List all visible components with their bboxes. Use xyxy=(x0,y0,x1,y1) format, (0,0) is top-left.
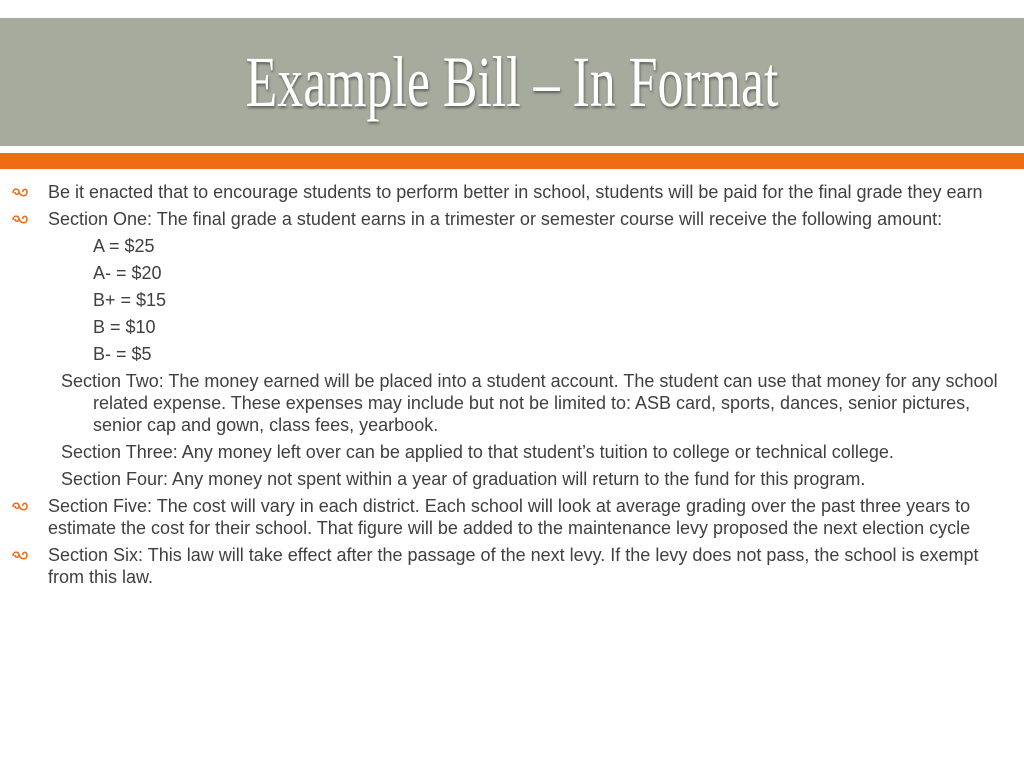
scroll-bullet-icon xyxy=(10,209,30,229)
bullet-text: Section Five: The cost will vary in each district. Each school will look at average grading over the past three years to estimate the cost for their school. That figure will be added to the maintenance levy proposed the next election cycle xyxy=(48,496,971,538)
slide-title: Example Bill – In Format xyxy=(245,42,779,122)
grade-line: A = $25 xyxy=(93,236,155,256)
section-two-text: Section Two: The money earned will be placed into a student account. The student can use that money for any school related expense. These expenses may include but not be limited to: ASB card, sports, dances, senior pictures, senior cap and gown, class fees, yearbook. xyxy=(61,371,998,435)
grade-line: B- = $5 xyxy=(93,344,152,364)
accent-bar xyxy=(0,153,1024,169)
section-three-text: Section Three: Any money left over can be applied to that student’s tuition to college or technical college. xyxy=(61,442,894,462)
title-divider xyxy=(0,146,1024,151)
scroll-bullet-icon xyxy=(10,182,30,202)
section-four-text: Section Four: Any money not spent within a year of graduation will return to the fund for this program. xyxy=(61,469,866,489)
bullet-text: Be it enacted that to encourage students to perform better in school, students will be paid for the final grade they earn xyxy=(48,182,983,202)
bullet-text: Section One: The final grade a student earns in a trimester or semester course will receive the following amount: xyxy=(48,209,943,229)
scroll-bullet-icon xyxy=(10,496,30,516)
bullet-section-one xyxy=(0,208,1024,230)
grade-line: B+ = $15 xyxy=(93,290,167,310)
slide-body xyxy=(0,181,1024,593)
bullet-section-six xyxy=(0,544,1024,588)
scroll-bullet-icon xyxy=(10,545,30,565)
grade-line: A- = $20 xyxy=(93,263,162,283)
grade-line: B = $10 xyxy=(93,317,156,337)
bullet-section-five xyxy=(0,495,1024,539)
bullet-intro xyxy=(0,181,1024,203)
bullet-text: Section Six: This law will take effect after the passage of the next levy. If the levy does not pass, the school is exempt from this law. xyxy=(48,545,979,587)
